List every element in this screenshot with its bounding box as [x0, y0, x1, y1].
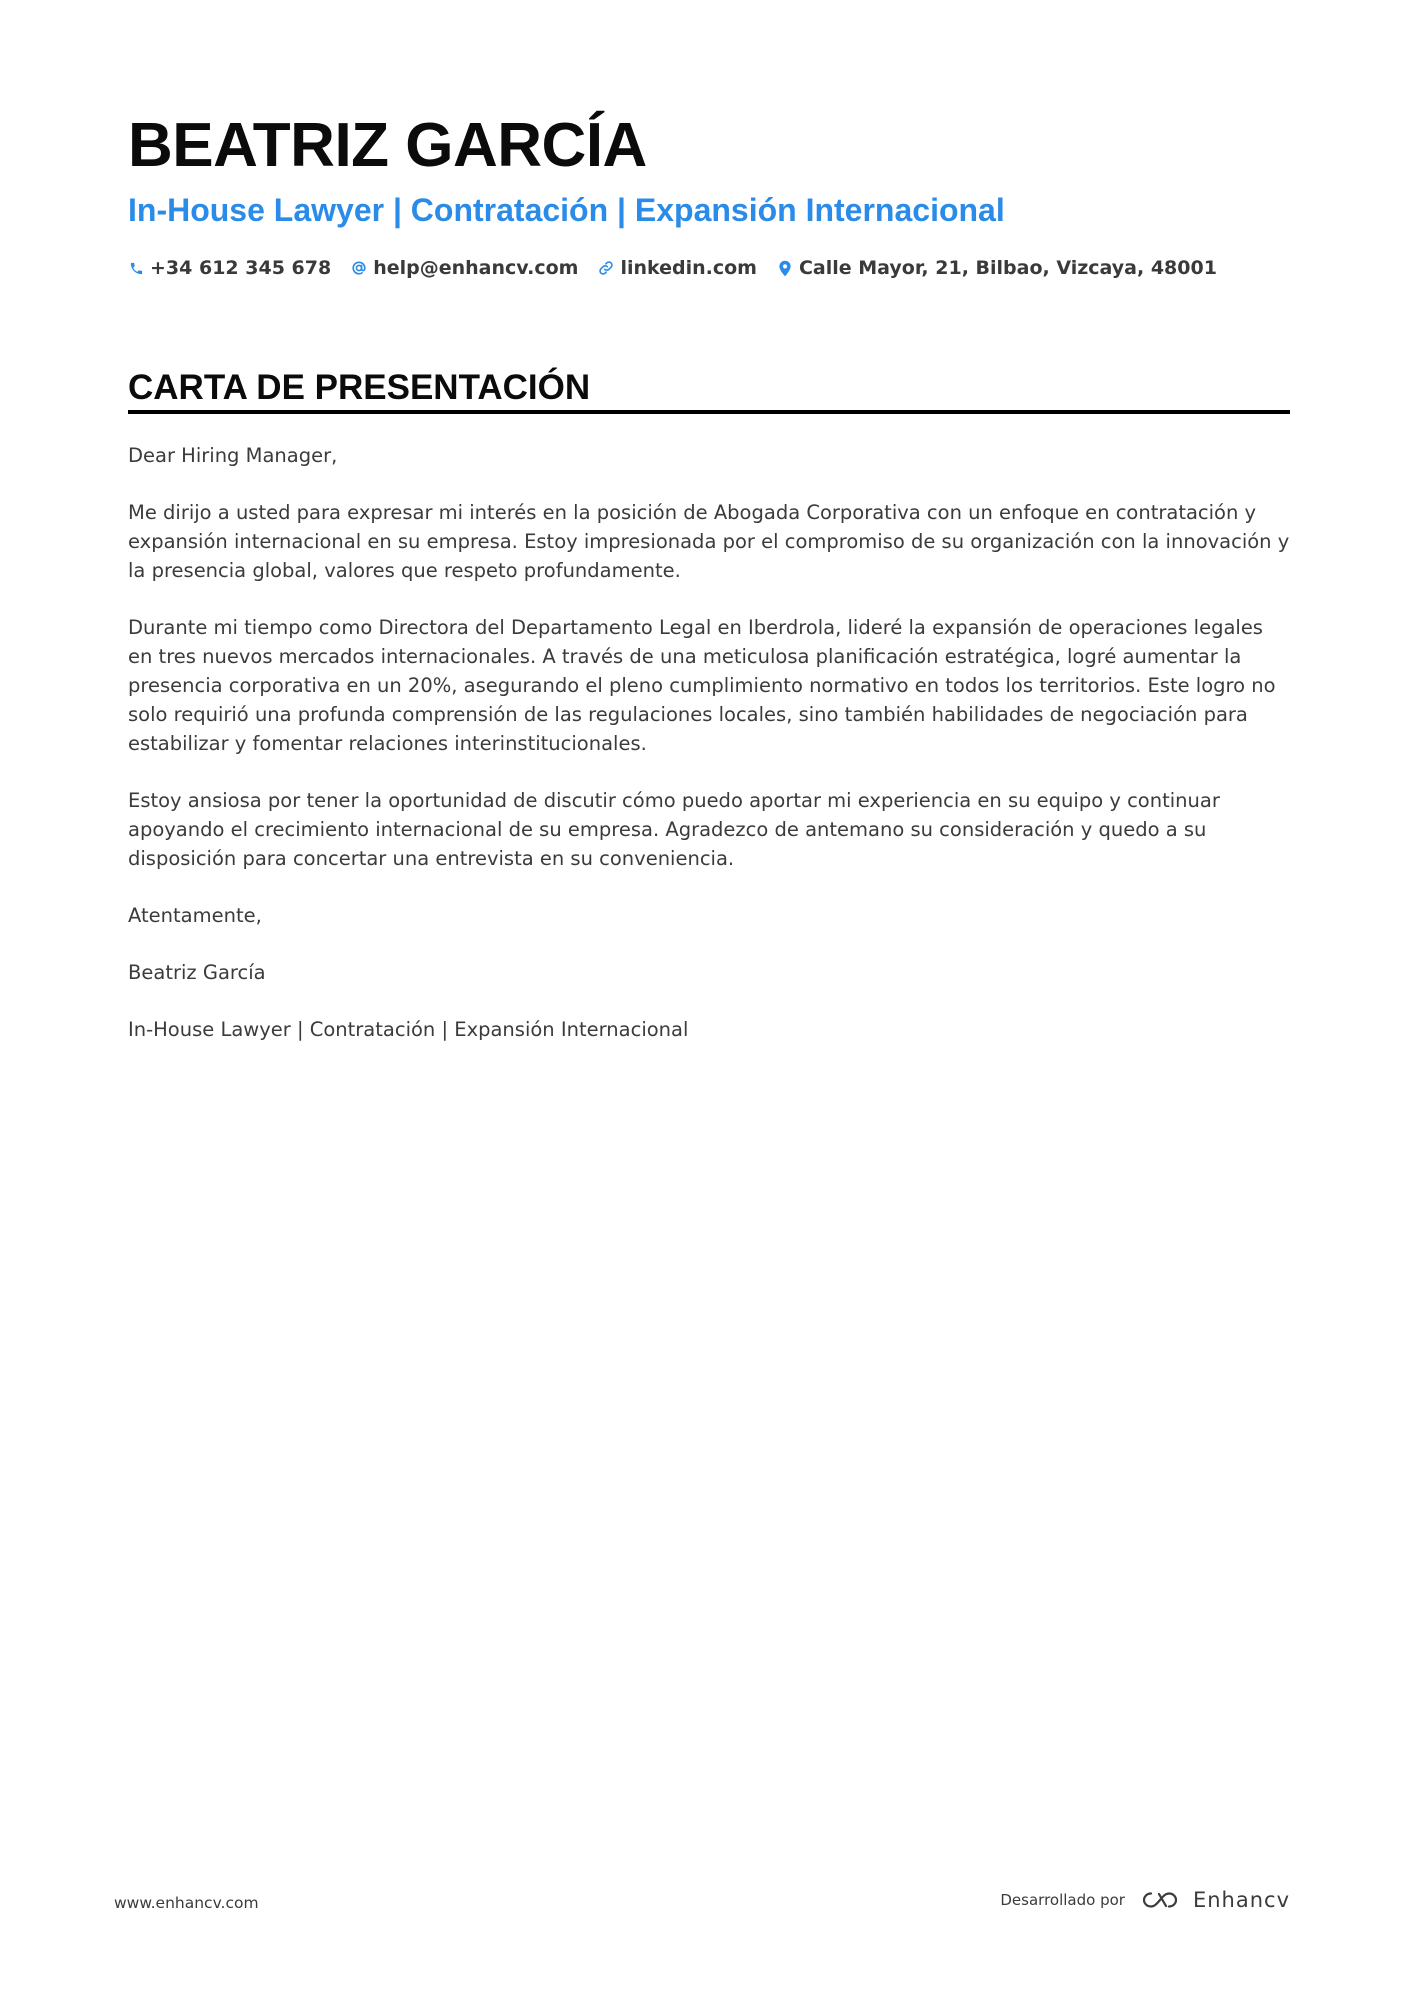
letter-signature-title: In-House Lawyer | Contratación | Expansión Internacional: [128, 1018, 689, 1041]
letter-body: [128, 441, 1290, 1072]
contact-phone[interactable]: [128, 257, 331, 279]
contact-bar: [128, 252, 1237, 284]
contact-linkedin[interactable]: [598, 257, 757, 279]
letter-signature: Beatriz García: [128, 961, 266, 984]
letter-closing: Atentamente,: [128, 904, 262, 927]
section-title: CARTA DE PRESENTACIÓN: [128, 368, 591, 407]
candidate-name: BEATRIZ GARCÍA: [128, 111, 647, 180]
letter-paragraph: Me dirijo a usted para expresar mi interés en la posición de Abogada Corporativa con un enfoque en contratación y expansión internacional en su empresa. Estoy impresionada por el compromiso de su organización con la innovación y la presencia global, valores que respeto profundamente.: [128, 501, 1290, 582]
contact-email-text: help@enhancv.com: [373, 257, 579, 279]
footer-brand: [1000, 1888, 1290, 1912]
enhancv-logo-text: Enhancv: [1192, 1888, 1290, 1912]
link-icon: [598, 259, 614, 277]
location-pin-icon: [777, 259, 793, 277]
letter-greeting: Dear Hiring Manager,: [128, 444, 338, 467]
letter-paragraph: Durante mi tiempo como Directora del Departamento Legal en Iberdrola, lideré la expansión de operaciones legales en tres nuevos mercados internacionales. A través de una meticulosa planificación estratégica, logré aumentar la presencia corporativa en un 20%, asegurando el pleno cumplimiento normativo en todos los territorios. Este logro no solo requirió una profunda comprensión de las regulaciones locales, sino también habilidades de negociación para estabilizar y fomentar relaciones interinstitucionales.: [128, 616, 1276, 755]
powered-by-label: Desarrollado por: [1000, 1891, 1125, 1909]
contact-email[interactable]: [351, 257, 578, 279]
at-icon: [351, 259, 367, 277]
contact-address: [777, 257, 1217, 279]
enhancv-logo-icon: [1137, 1888, 1183, 1912]
contact-linkedin-text: linkedin.com: [620, 257, 757, 279]
footer-url[interactable]: www.enhancv.com: [114, 1894, 259, 1912]
section-divider: [128, 410, 1290, 414]
candidate-headline: In-House Lawyer | Contratación | Expansión Internacional: [128, 192, 1005, 228]
contact-address-text: Calle Mayor, 21, Bilbao, Vizcaya, 48001: [798, 257, 1217, 279]
letter-paragraph: Estoy ansiosa por tener la oportunidad de discutir cómo puedo aportar mi experiencia en su equipo y continuar apoyando el crecimiento internacional de su empresa. Agradezco de antemano su consideración y quedo a su disposición para concertar una entrevista en su conveniencia.: [128, 789, 1220, 870]
contact-phone-text: +34 612 345 678: [150, 257, 332, 279]
phone-icon: [128, 259, 144, 277]
cover-letter-page: [128, 0, 1290, 1995]
